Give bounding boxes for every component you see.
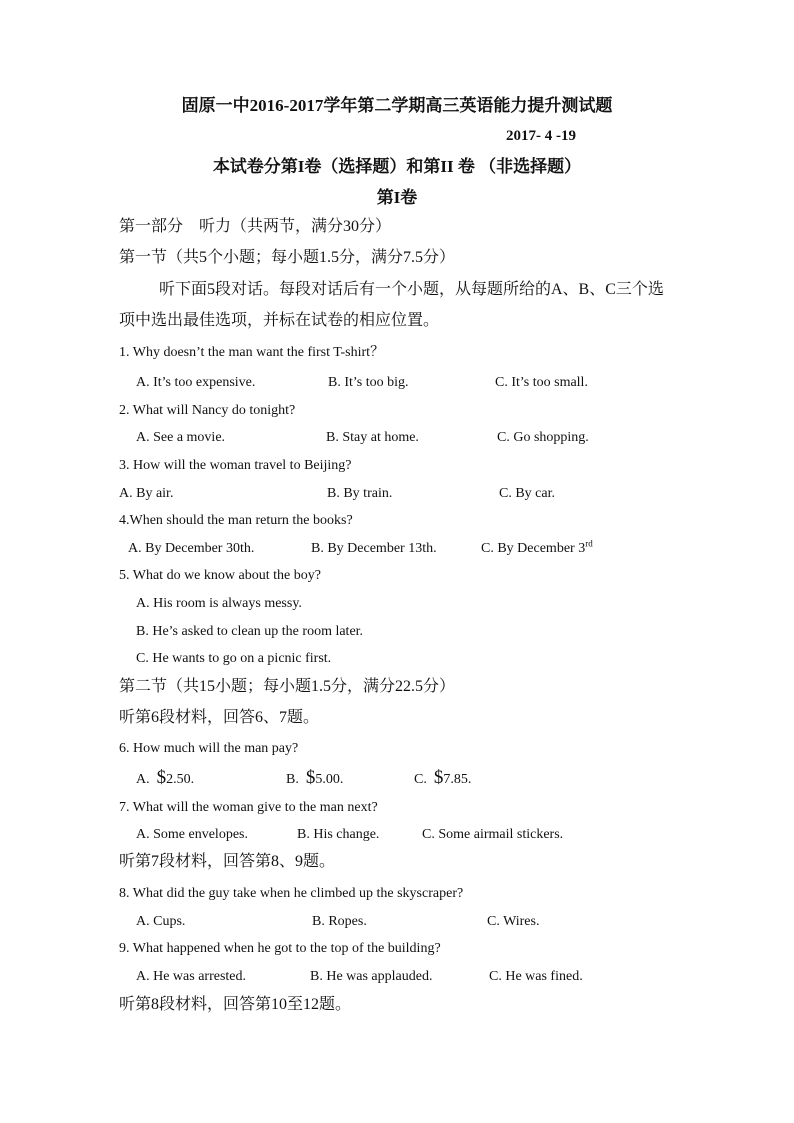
q6-option-c	[414, 768, 471, 787]
exam-subtitle: 本试卷分第I卷（选择题）和第II 卷 （非选择题）	[212, 157, 582, 176]
part1-heading: 第一部分 听力（共两节，满分30分）	[119, 218, 392, 235]
q4-option-a: A. By December 30th.	[128, 541, 255, 556]
passage-8-instruction: 听第8段材料，回答第10至12题。	[119, 996, 352, 1013]
dollar-sign: $	[433, 767, 444, 788]
question-8: 8. What did the guy take when he climbed up the skyscraper?	[119, 886, 464, 901]
q2-option-c: C. Go shopping.	[497, 430, 589, 445]
question-7: 7. What will the woman give to the man next?	[119, 800, 378, 815]
q1-option-b: B. It’s too big.	[328, 375, 409, 390]
q9-option-b: B. He was applauded.	[310, 969, 433, 984]
question-2: 2. What will Nancy do tonight?	[119, 403, 296, 418]
question-9: 9. What happened when he got to the top of the building?	[119, 941, 441, 956]
question-4: 4.When should the man return the books?	[119, 513, 353, 528]
q3-option-a: A. By air.	[119, 486, 174, 501]
q7-option-b: B. His change.	[297, 827, 380, 842]
section2-heading: 第二节（共15小题；每小题1.5分，满分22.5分）	[119, 678, 456, 695]
q8-option-c: C. Wires.	[487, 914, 540, 929]
q6-option-c-label: C.	[414, 772, 427, 787]
question-1: 1. Why doesn’t the man want the first T-shirt？	[119, 345, 385, 360]
q7-option-c: C. Some airmail stickers.	[422, 827, 564, 842]
passage-6-instruction: 听第6段材料，回答6、7题。	[119, 709, 320, 726]
q4-option-c	[481, 538, 593, 556]
instruction-line-2: 项中选出最佳选项，并标在试卷的相应位置。	[119, 312, 440, 329]
q5-option-c: C. He wants to go on a picnic first.	[136, 651, 332, 666]
dollar-sign: $	[156, 767, 167, 788]
question-3: 3. How will the woman travel to Beijing?	[119, 458, 352, 473]
question-6: 6. How much will the man pay?	[119, 741, 299, 756]
exam-title: 固原一中2016-2017学年第二学期高三英语能力提升测试题	[181, 96, 613, 115]
q2-option-a: A. See a movie.	[136, 430, 226, 445]
q6-option-a-label: A.	[136, 772, 150, 787]
question-5: 5. What do we know about the boy?	[119, 568, 321, 583]
q3-option-b: B. By train.	[327, 486, 393, 501]
q1-option-a: A. It’s too expensive.	[136, 375, 256, 390]
q6-option-a	[136, 768, 194, 787]
passage-7-instruction: 听第7段材料，回答第8、9题。	[119, 853, 336, 870]
section1-heading: 第一节（共5个小题；每小题1.5分，满分7.5分）	[119, 249, 456, 266]
q6-option-c-value: 7.85.	[443, 772, 472, 787]
q5-option-a: A. His room is always messy.	[136, 596, 302, 611]
q6-option-a-value: 2.50.	[166, 772, 195, 787]
q4-option-c-suffix: rd	[585, 538, 593, 549]
q7-option-a: A. Some envelopes.	[136, 827, 248, 842]
instruction-line-1: 听下面5段对话。每段对话后有一个小题，从每题所给的A、B、C三个选	[159, 281, 664, 298]
q3-option-c: C. By car.	[499, 486, 555, 501]
q9-option-c: C. He was fined.	[489, 969, 583, 984]
q8-option-b: B. Ropes.	[312, 914, 367, 929]
dollar-sign: $	[305, 767, 316, 788]
q6-option-b-value: 5.00.	[315, 772, 344, 787]
q4-option-c-text: C. By December 3	[481, 541, 586, 556]
q2-option-b: B. Stay at home.	[326, 430, 419, 445]
q6-option-b	[286, 768, 343, 787]
q8-option-a: A. Cups.	[136, 914, 186, 929]
q5-option-b: B. He’s asked to clean up the room later.	[136, 624, 364, 639]
q9-option-a: A. He was arrested.	[136, 969, 247, 984]
q1-option-c: C. It’s too small.	[495, 375, 588, 390]
q4-option-b: B. By December 13th.	[311, 541, 437, 556]
exam-date: 2017- 4 -19	[506, 128, 576, 144]
q6-option-b-label: B.	[286, 772, 299, 787]
volume-heading: 第I卷	[376, 188, 418, 207]
